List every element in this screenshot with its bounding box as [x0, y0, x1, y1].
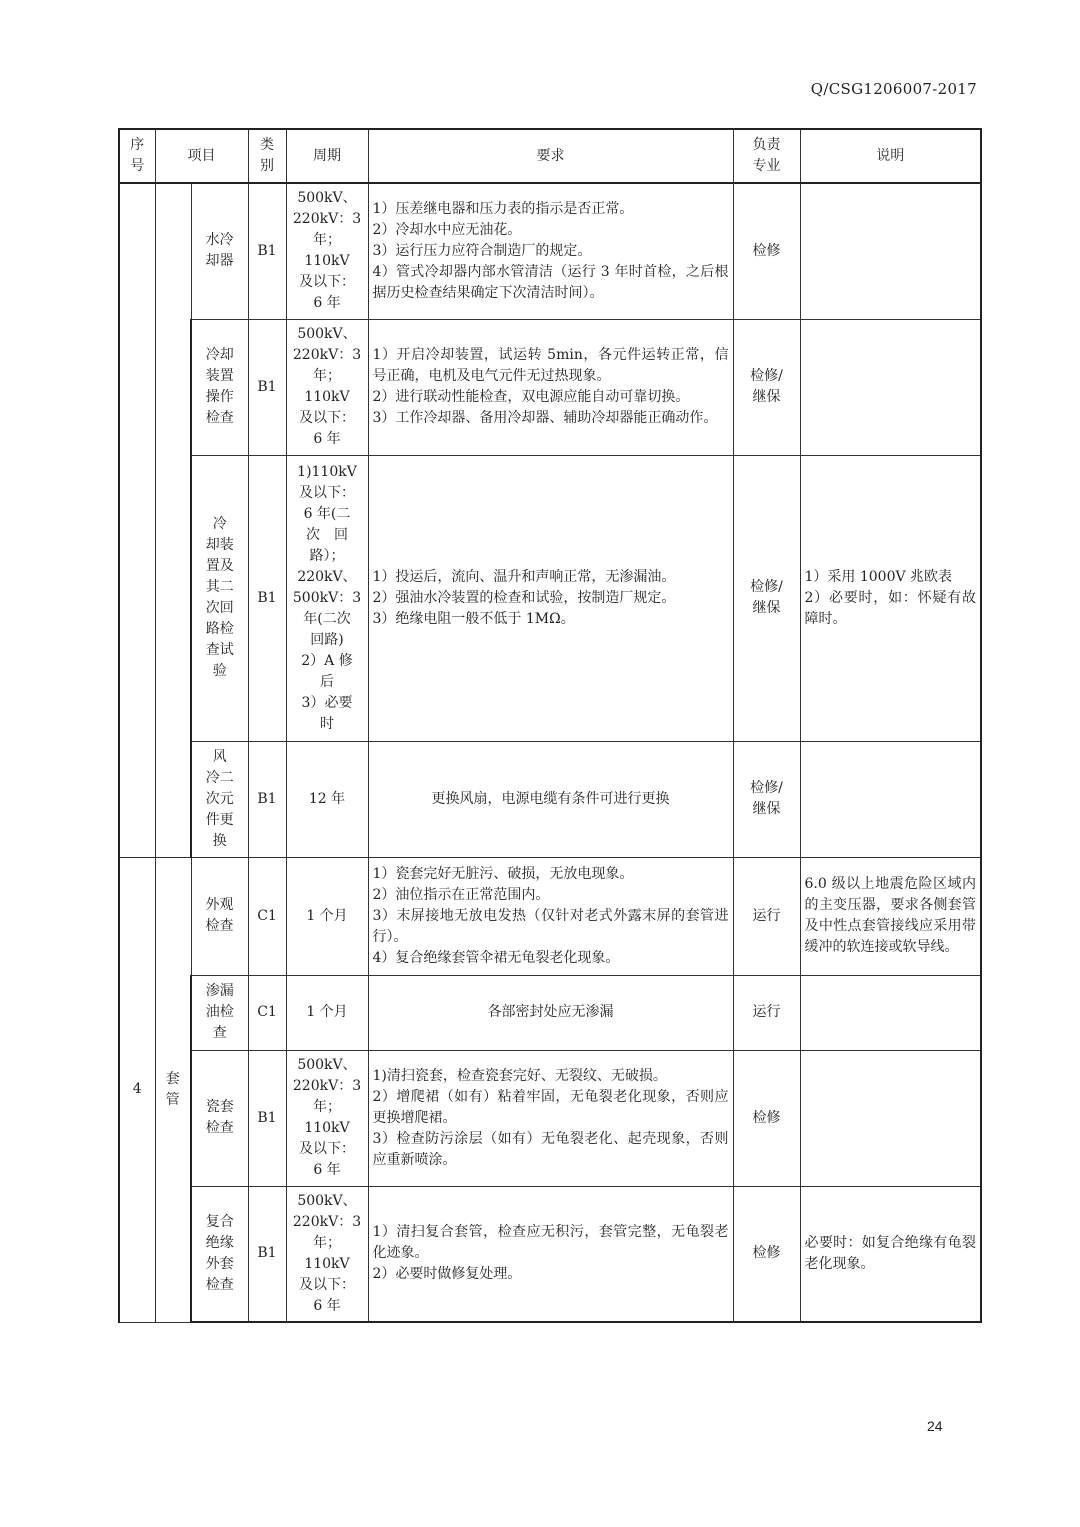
table-row	[119, 975, 981, 1050]
note-cell: 6.0 级以上地震危险区域内的主变压器，要求各侧套管及中性点套管接线应采用带缓冲的软连接或软导线。	[800, 857, 981, 975]
item-cell: 渗漏 油检 查	[191, 975, 248, 1050]
responsible-cell: 运行	[733, 857, 800, 975]
requirement-cell: 1）压差继电器和压力表的指示是否正常。 2）冷却水中应无油花。 3）运行压力应符合制造厂的规定。 4）管式冷却器内部水管清洁（运行 3 年时首检，之后根据历史检查结果确定下次清洁时间）。	[368, 183, 733, 319]
category-cell: C1	[248, 975, 286, 1050]
page-number: 24	[927, 1418, 943, 1434]
note-cell	[800, 319, 981, 455]
item-cell: 风 冷二 次元 件更 换	[191, 741, 248, 857]
category-cell: B1	[248, 455, 286, 741]
header-item: 项目	[155, 129, 248, 183]
seq-cell-empty	[119, 183, 155, 857]
requirement-cell: 1）清扫复合套管，检查应无积污，套管完整，无龟裂老化迹象。 2）必要时做修复处理。	[368, 1186, 733, 1322]
item-cell: 冷却 装置 操作 检查	[191, 319, 248, 455]
responsible-cell: 检修/ 继保	[733, 455, 800, 741]
group-cell-empty	[155, 183, 191, 857]
table-row	[119, 741, 981, 857]
note-cell: 必要时：如复合绝缘有龟裂老化现象。	[800, 1186, 981, 1322]
responsible-cell: 检修/ 继保	[733, 741, 800, 857]
requirement-cell: 更换风扇，电源电缆有条件可进行更换	[368, 741, 733, 857]
responsible-cell: 检修	[733, 183, 800, 319]
period-cell: 12 年	[286, 741, 368, 857]
category-cell: B1	[248, 1050, 286, 1186]
table-row	[119, 455, 981, 741]
item-cell: 水冷 却器	[191, 183, 248, 319]
note-cell	[800, 741, 981, 857]
header-seq: 序 号	[119, 129, 155, 183]
item-cell: 复合 绝缘 外套 检查	[191, 1186, 248, 1322]
requirement-cell: 1）投运后，流向、温升和声响正常，无渗漏油。 2）强油水冷装置的检查和试验，按制造厂规定。 3）绝缘电阻一般不低于 1MΩ。	[368, 455, 733, 741]
header-responsible: 负责 专业	[733, 129, 800, 183]
period-cell: 500kV、 220kV：3 年； 110kV 及以下： 6 年	[286, 1186, 368, 1322]
note-cell	[800, 1050, 981, 1186]
item-cell: 外观 检查	[191, 857, 248, 975]
table-row	[119, 183, 981, 319]
header-category: 类 别	[248, 129, 286, 183]
category-cell: B1	[248, 183, 286, 319]
responsible-cell: 运行	[733, 975, 800, 1050]
document-code: Q/CSG1206007-2017	[810, 80, 977, 98]
seq-cell: 4	[119, 857, 155, 1322]
header-requirement: 要求	[368, 129, 733, 183]
period-cell: 1 个月	[286, 975, 368, 1050]
responsible-cell: 检修/ 继保	[733, 319, 800, 455]
table-row	[119, 1050, 981, 1186]
table-row	[119, 319, 981, 455]
period-cell: 500kV、 220kV：3 年； 110kV 及以下： 6 年	[286, 319, 368, 455]
requirement-cell: 各部密封处应无渗漏	[368, 975, 733, 1050]
period-cell: 1 个月	[286, 857, 368, 975]
note-cell	[800, 183, 981, 319]
responsible-cell: 检修	[733, 1050, 800, 1186]
period-cell: 1)110kV 及以下： 6 年(二 次 回 路）； 220kV、 500kV：3 年(二次 回路) 2）A 修 后 3）必要 时	[286, 455, 368, 741]
responsible-cell: 检修	[733, 1186, 800, 1322]
table-row	[119, 1186, 981, 1322]
category-cell: B1	[248, 741, 286, 857]
table-body	[119, 129, 981, 1322]
requirement-cell: 1)清扫瓷套，检查瓷套完好、无裂纹、无破损。 2）增爬裙（如有）粘着牢固，无龟裂老化现象，否则应更换增爬裙。 3）检查防污涂层（如有）无龟裂老化、起壳现象，否则应重新喷涂。	[368, 1050, 733, 1186]
category-cell: B1	[248, 319, 286, 455]
group-cell: 套 管	[155, 857, 191, 1322]
category-cell: C1	[248, 857, 286, 975]
requirement-cell: 1）瓷套完好无脏污、破损，无放电现象。 2）油位指示在正常范围内。 3）末屏接地无放电发热（仅针对老式外露末屏的套管进行）。 4）复合绝缘套管伞裙无龟裂老化现象。	[368, 857, 733, 975]
item-cell: 冷 却装 置及 其二 次回 路检 查试 验	[191, 455, 248, 741]
note-cell	[800, 975, 981, 1050]
note-cell: 1）采用 1000V 兆欧表 2）必要时，如：怀疑有故障时。	[800, 455, 981, 741]
table-row	[119, 857, 981, 975]
requirement-cell: 1）开启冷却装置，试运转 5min，各元件运转正常，信号正确，电机及电气元件无过热现象。 2）进行联动性能检查，双电源应能自动可靠切换。 3）工作冷却器、备用冷却器、辅助冷却器能正确动作。	[368, 319, 733, 455]
period-cell: 500kV、 220kV：3 年； 110kV 及以下： 6 年	[286, 1050, 368, 1186]
category-cell: B1	[248, 1186, 286, 1322]
header-period: 周期	[286, 129, 368, 183]
maintenance-table	[118, 128, 982, 1323]
table-header-row	[119, 129, 981, 183]
header-note: 说明	[800, 129, 981, 183]
item-cell: 瓷套 检查	[191, 1050, 248, 1186]
period-cell: 500kV、 220kV：3 年； 110kV 及以下： 6 年	[286, 183, 368, 319]
